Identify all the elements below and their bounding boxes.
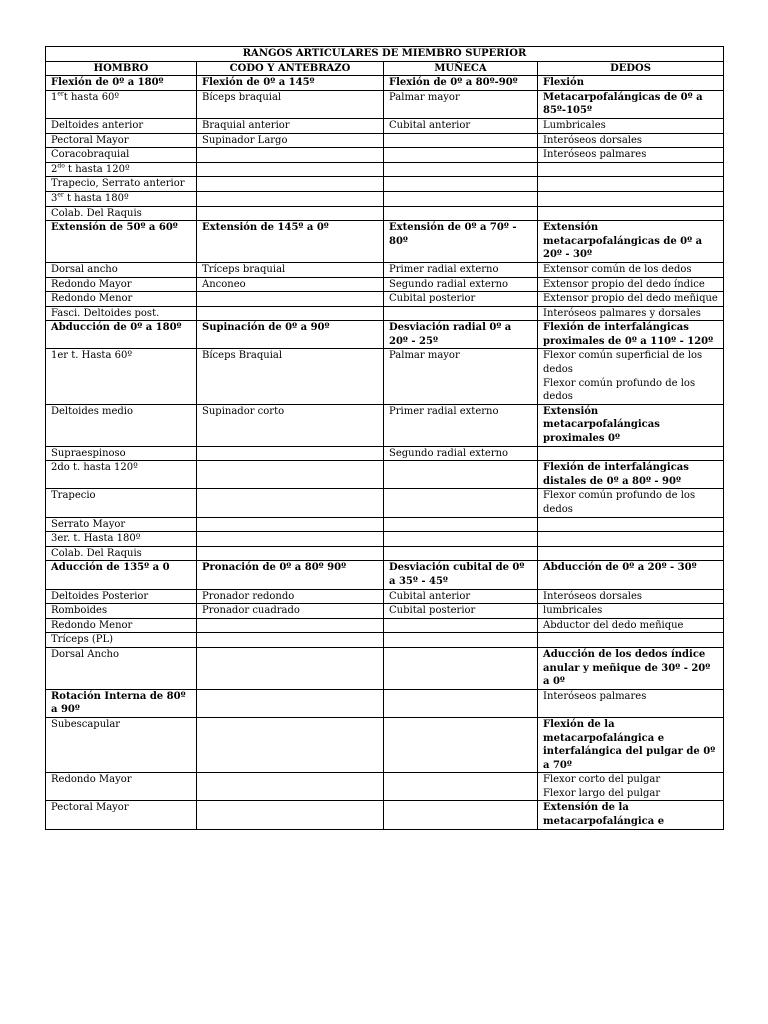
cell-dedos: Extensor común de los dedos [538,262,724,277]
cell-dedos: Extensor propio del dedo meñique [538,292,724,307]
table-row [46,262,724,277]
cell-muneca [384,461,538,489]
cell-codo-antebrazo [197,489,384,517]
ordinal-superscript: er [57,90,64,98]
cell-hombro: 1er t. Hasta 60º [46,349,197,404]
table-row [46,717,724,772]
cell-text-rest: t hasta 180º [63,192,129,204]
cell-codo-antebrazo: Flexión de 0º a 145º [197,76,384,91]
cell-muneca: Extensión de 0º a 70º - 80º [384,221,538,263]
cell-muneca [384,177,538,192]
cell-muneca [384,133,538,148]
cell-hombro: Deltoides anterior [46,118,197,133]
cell-hombro: Serrato Mayor [46,517,197,532]
cell-hombro: Dorsal ancho [46,262,197,277]
header-row [46,61,724,76]
cell-dedos: Abductor del dedo meñique [538,618,724,633]
cell-hombro: Supraespinoso [46,446,197,461]
cell-dedos: Flexor común superficial de los dedos Flexor común profundo de los dedos [538,349,724,404]
cell-dedos [538,191,724,206]
cell-hombro: Colab. Del Raquis [46,206,197,221]
cell-dedos [538,177,724,192]
cell-codo-antebrazo: Supinador corto [197,404,384,446]
column-header-dedos: DEDOS [538,61,724,76]
cell-dedos: Interóseos palmares [538,689,724,717]
table-row [46,118,724,133]
cell-muneca [384,162,538,177]
cell-hombro: Flexión de 0º a 180º [46,76,197,91]
table-row [46,647,724,689]
cell-codo-antebrazo: Pronador cuadrado [197,604,384,619]
cell-hombro: Extensión de 50º a 60º [46,221,197,263]
cell-codo-antebrazo [197,177,384,192]
cell-dedos: Flexión [538,76,724,91]
cell-dedos: Interóseos palmares y dorsales [538,306,724,321]
cell-dedos: Flexión de interfalángicas proximales de 0º a 110º - 120º [538,321,724,349]
cell-muneca [384,206,538,221]
cell-dedos: Interóseos palmares [538,148,724,163]
cell-dedos [538,446,724,461]
table-row [46,689,724,717]
cell-hombro: 3er. t. Hasta 180º [46,532,197,547]
cell-codo-antebrazo: Bíceps Braquial [197,349,384,404]
cell-dedos [538,633,724,648]
cell-codo-antebrazo [197,532,384,547]
cell-muneca [384,773,538,801]
cell-dedos: Extensión de la metacarpofalángica e [538,801,724,829]
cell-text: 2 [51,163,58,175]
cell-text: 3 [51,192,58,204]
table-row [46,206,724,221]
cell-dedos: Extensión metacarpofalángicas proximales 0º [538,404,724,446]
cell-dedos: Extensión metacarpofalángicas de 0º a 20º - 30º [538,221,724,263]
cell-hombro: Pectoral Mayor [46,801,197,829]
cell-dedos: Lumbricales [538,118,724,133]
cell-muneca: Palmar mayor [384,349,538,404]
table-row [46,177,724,192]
cell-hombro: Pectoral Mayor [46,133,197,148]
cell-muneca [384,689,538,717]
cell-hombro: Redondo Mayor [46,277,197,292]
table-row [46,404,724,446]
table-row [46,517,724,532]
cell-dedos: Extensor propio del dedo índice [538,277,724,292]
cell-codo-antebrazo: Anconeo [197,277,384,292]
cell-codo-antebrazo [197,618,384,633]
table-row [46,618,724,633]
cell-muneca: Segundo radial externo [384,277,538,292]
cell-hombro: Trapecio [46,489,197,517]
cell-hombro [46,162,197,177]
table-row [46,461,724,489]
table-row [46,76,724,91]
column-header-codo-antebrazo: CODO Y ANTEBRAZO [197,61,384,76]
table-row [46,90,724,118]
cell-codo-antebrazo: Pronador redondo [197,589,384,604]
cell-hombro: Coracobraquial [46,148,197,163]
cell-codo-antebrazo [197,773,384,801]
table-row [46,162,724,177]
cell-hombro: Romboides [46,604,197,619]
cell-codo-antebrazo [197,461,384,489]
table-row [46,306,724,321]
cell-muneca: Cubital posterior [384,604,538,619]
range-of-motion-table [45,46,724,830]
cell-muneca: Cubital anterior [384,589,538,604]
cell-codo-antebrazo [197,546,384,561]
cell-dedos: Aducción de los dedos índice anular y meñique de 30º - 20º a 0º [538,647,724,689]
cell-hombro [46,90,197,118]
cell-codo-antebrazo [197,292,384,307]
cell-muneca [384,801,538,829]
cell-hombro: Fasci. Deltoides post. [46,306,197,321]
cell-dedos [538,206,724,221]
cell-codo-antebrazo [197,717,384,772]
table-title: RANGOS ARTICULARES DE MIEMBRO SUPERIOR [46,47,724,62]
cell-muneca: Flexión de 0º a 80º-90º [384,76,538,91]
cell-muneca: Cubital posterior [384,292,538,307]
table-row [46,589,724,604]
cell-text-rest: t hasta 60º [63,91,120,103]
cell-codo-antebrazo: Extensión de 145º a 0º [197,221,384,263]
table-row [46,446,724,461]
cell-codo-antebrazo [197,801,384,829]
cell-dedos: Metacarpofalángicas de 0º a 85º-105º [538,90,724,118]
cell-hombro: Deltoides Posterior [46,589,197,604]
title-row [46,47,724,62]
table-row [46,191,724,206]
cell-codo-antebrazo [197,446,384,461]
table-row [46,773,724,801]
cell-muneca: Primer radial externo [384,404,538,446]
table-body [46,47,724,830]
cell-codo-antebrazo [197,148,384,163]
cell-muneca [384,148,538,163]
cell-hombro [46,191,197,206]
table-row [46,292,724,307]
cell-codo-antebrazo: Bíceps braquial [197,90,384,118]
cell-muneca: Segundo radial externo [384,446,538,461]
cell-hombro: Colab. Del Raquis [46,546,197,561]
ordinal-superscript: do [57,162,65,170]
cell-muneca [384,633,538,648]
cell-codo-antebrazo [197,162,384,177]
cell-muneca [384,517,538,532]
cell-codo-antebrazo [197,206,384,221]
cell-muneca [384,546,538,561]
cell-dedos: Interóseos dorsales [538,589,724,604]
cell-muneca: Cubital anterior [384,118,538,133]
cell-hombro: Rotación Interna de 80º a 90º [46,689,197,717]
cell-muneca: Palmar mayor [384,90,538,118]
cell-muneca [384,191,538,206]
table-row [46,321,724,349]
cell-dedos [538,532,724,547]
table-row [46,561,724,589]
cell-codo-antebrazo [197,647,384,689]
cell-dedos: Flexor común profundo de los dedos [538,489,724,517]
cell-muneca [384,489,538,517]
cell-codo-antebrazo [197,517,384,532]
table-row [46,148,724,163]
cell-hombro: Abducción de 0º a 180º [46,321,197,349]
cell-muneca: Desviación radial 0º a 20º - 25º [384,321,538,349]
table-row [46,349,724,404]
cell-muneca [384,717,538,772]
cell-muneca: Primer radial externo [384,262,538,277]
cell-muneca [384,647,538,689]
cell-codo-antebrazo [197,633,384,648]
cell-dedos [538,162,724,177]
cell-dedos: Abducción de 0º a 20º - 30º [538,561,724,589]
cell-hombro: Dorsal Ancho [46,647,197,689]
table-row [46,532,724,547]
column-header-muneca: MUÑECA [384,61,538,76]
table-row [46,133,724,148]
table-row [46,604,724,619]
cell-muneca [384,618,538,633]
cell-codo-antebrazo: Braquial anterior [197,118,384,133]
table-row [46,221,724,263]
cell-muneca [384,532,538,547]
cell-hombro: Redondo Menor [46,292,197,307]
table-row [46,633,724,648]
cell-dedos: Flexión de la metacarpofalángica e interfalángica del pulgar de 0º a 70º [538,717,724,772]
cell-hombro: 2do t. hasta 120º [46,461,197,489]
cell-muneca [384,306,538,321]
table-row [46,546,724,561]
cell-hombro: Deltoides medio [46,404,197,446]
ordinal-superscript: er [57,191,64,199]
cell-muneca: Desviación cubital de 0º a 35º - 45º [384,561,538,589]
cell-dedos: lumbricales [538,604,724,619]
table-row [46,489,724,517]
cell-dedos: Flexión de interfalángicas distales de 0º a 80º - 90º [538,461,724,489]
cell-codo-antebrazo [197,306,384,321]
cell-text-rest: t hasta 120º [64,163,130,175]
cell-codo-antebrazo: Supinador Largo [197,133,384,148]
cell-codo-antebrazo: Tríceps braquial [197,262,384,277]
cell-hombro: Tríceps (PL) [46,633,197,648]
cell-dedos [538,517,724,532]
cell-dedos: Flexor corto del pulgar Flexor largo del pulgar [538,773,724,801]
cell-hombro: Redondo Mayor [46,773,197,801]
column-header-hombro: HOMBRO [46,61,197,76]
cell-codo-antebrazo: Pronación de 0º a 80º 90º [197,561,384,589]
cell-codo-antebrazo: Supinación de 0º a 90º [197,321,384,349]
cell-dedos: Interóseos dorsales [538,133,724,148]
cell-codo-antebrazo [197,689,384,717]
cell-hombro: Aducción de 135º a 0 [46,561,197,589]
cell-hombro: Subescapular [46,717,197,772]
cell-dedos [538,546,724,561]
table-row [46,277,724,292]
cell-hombro: Trapecio, Serrato anterior [46,177,197,192]
cell-hombro: Redondo Menor [46,618,197,633]
cell-text: 1 [51,91,58,103]
table-row [46,801,724,829]
cell-codo-antebrazo [197,191,384,206]
